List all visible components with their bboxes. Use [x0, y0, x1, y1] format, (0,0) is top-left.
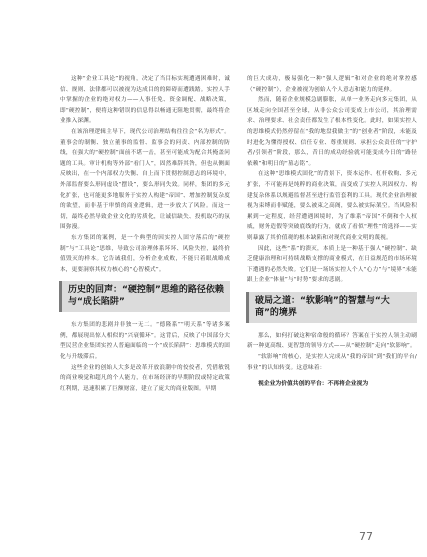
body-paragraph: “软影响”的核心，是实控人完成从“我的帝国”到“我们的平台/事业”的认知转变。这意味着： [247, 354, 417, 371]
bold-subhead: 视企业为价值共创的平台：不再将企业视为 [258, 381, 369, 388]
body-paragraph: 这种“企业工具论”的视角，决定了当目标实现遭遇困难时，诚信、规则、法律都可以被视为达成目的的障碍而遭践踏。实控人手中掌握的企业的绝对权力——人事任免、资金调配、战略决策，即“硬控制”，便将这种错误的信息得以畅通无阻地贯彻，最终将企业推入深渊。 [60, 76, 230, 125]
section-heading: 历史的回声：“硬控制”思维的路径依赖与“成长陷阱” [68, 285, 224, 308]
left-column [60, 74, 230, 394]
body-paragraph: 的巨大成功，极易强化一种“强人逻辑”和对企业的绝对掌控感（“硬控制”），企业被视为创始人个人意志和能力的延伸。 [247, 76, 417, 93]
section-heading: 破局之道：“软影响”的智慧与“大商”的境界 [255, 295, 390, 318]
body-paragraph: 东方集团的悲剧并非独一无二。“德隆系”“明天系”等诸多案例，都展现出惊人相似的“兴衰循环”。这背后，反映了中国部分大型民营企业集团实控人普遍面临的一个“成长陷阱”：思维模式的固化与升级滞后。 [60, 322, 230, 361]
section-heading-box [246, 292, 417, 323]
body-paragraph: 在该治理逻辑主导下，现代公司治理结构往往会“名为形式”。董事会的制衡、独立董事的监督、监事会的问责、内部控制的防线，在强大的“硬控制”面前不堪一击，甚至可能成为配合其掩盖问题的工具。审计机构等外部“看门人”，固然难辞其咎，但也从侧面反映出，在一个内部权力失衡、自上而下贯彻控制意志的环境中，外部监督要么形同虚设“摆设”，要么形同失效。同样，集团的多元化扩张，也可能更多地服务于实控人构建“帝国”、增加控制复杂度的欲望，而非基于审慎的商业逻辑，进一步放大了风险。而这一切，最终必然导致企业文化的劣质化，让诚信缺失、投机取巧的氛围弥漫。 [60, 128, 230, 231]
body-paragraph: 那么，如何打破这种宿命般的循环？答案在于实控人领主动刷新一种更高级、更智慧的领导方式——从“硬控制”走向“软影响”。 [247, 332, 417, 350]
body-paragraph: 因此，这些“系”的溃灭，本质上是一种基于强人“硬控制”、缺乏健康治理和可持续战略支撑的商业模式，在日益规范的市场环境下遭遇的必然失败。它们是一场场实控人个人“心力”与“境界”未能跟上企业“体量”与“时势”要求的悲剧。 [247, 245, 417, 284]
section-heading-box [59, 281, 230, 312]
body-paragraph: 然而，随着企业规模急剧膨胀，从单一业务走向多元集团，从区域走向全国甚至全球，从非公众公司变成上市公司，其治理需求、治理要求、社会责任都发生了根本性变化。此时，如果实控人的思维模式仍然停留在“我的地盘我做主”的“创业者”阶段，未能及时进化为懂得授权、信任专业、尊重规则、承担公众责任的“守护者/引领者”阶段，那么，昔日的成功经验就可能变成今日的“路径依赖”和明日的“墓志铭”。 [247, 97, 417, 167]
page-number: 77 [359, 530, 373, 543]
body-paragraph: 这些企业的创始人大多是改革开放浪潮中的佼佼者，凭借敏锐的商业嗅觉和超凡的个人能力，在市场经济的早期阶段或特定政策红利期，迅速积累了巨额财富，建立了庞大的商业版图。早期 [60, 364, 230, 392]
right-column [247, 74, 417, 395]
body-paragraph: 在这种“思维模式固化”的背景下，资本运作、杠杆收购、多元扩张，不可能再是纯粹的商业决策，而变成了实控人巩固权力、构建复杂体系以规避监督甚至进行监管套利的工具。现代企业治理被视为束缚而非赋能，要么被束之高阁，要么被实际架空。当风险积累到一定程度，经营遭遇困境时，为了维系“帝国”不倒和个人权威，财务造假等突破底线的行为，就成了看似“理性”的选择——实则暴露了其价值观的根本缺陷和对现代商业文明的蔑视。 [247, 171, 417, 241]
body-paragraph: 东方集团的案例，是一个典型的因实控人固守落后的“硬控制”与“工具论”思维，导致公司治理体系坏坏、风险失控，最终价值毁灭的样本。它告诫我们，分析企业成败，不能只着眼战略成本，更要洞察其权力核心的“心智模式”。 [60, 234, 230, 273]
